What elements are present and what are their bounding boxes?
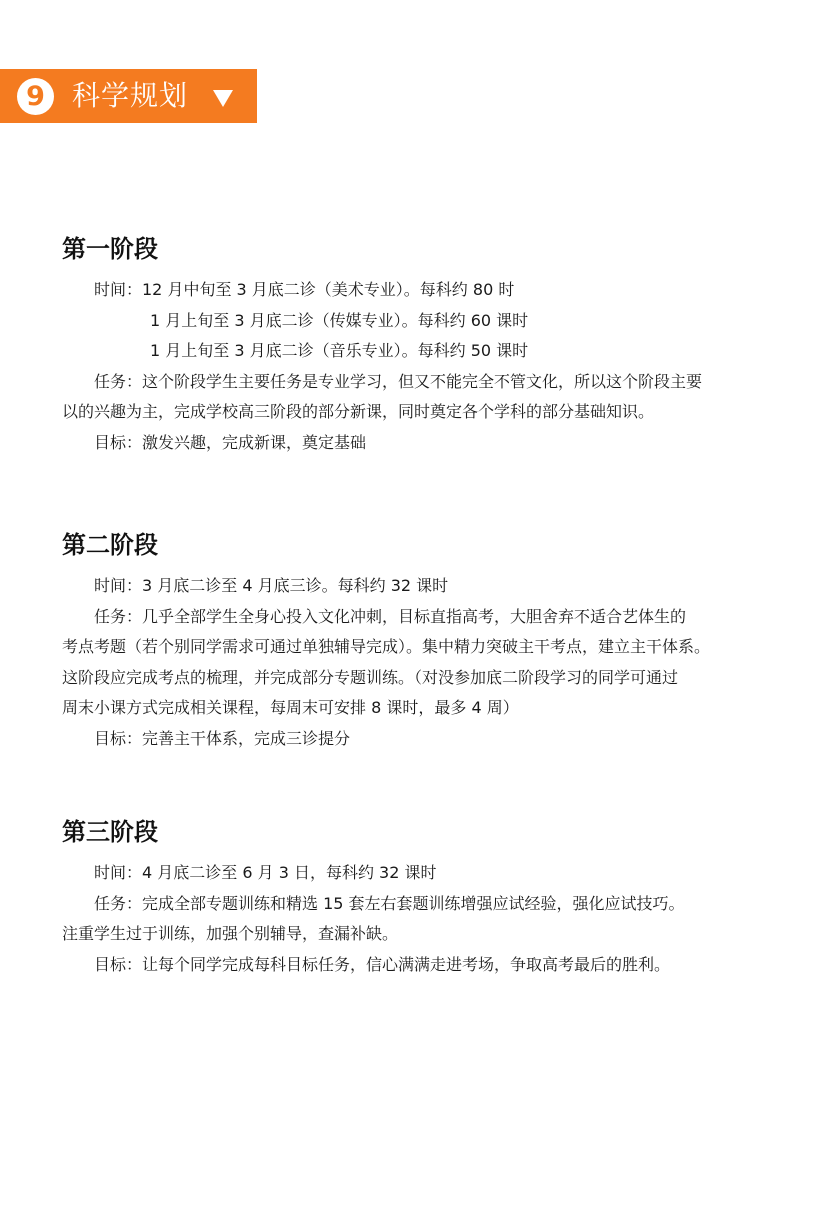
stage-1-section — [62, 233, 782, 458]
stage-2-heading: 第二阶段 — [62, 531, 158, 559]
stage-3-task: 任务：完成全部专题训练和精选 15 套左右套题训练增强应试经验，强化应试技巧。 — [94, 893, 685, 913]
stage-1-goal: 目标：激发兴趣，完成新课，奠定基础 — [94, 432, 367, 452]
triangle-down-icon — [213, 90, 233, 107]
stage-1-heading: 第一阶段 — [62, 235, 158, 263]
stage-2-time: 时间：3 月底二诊至 4 月底三诊。每科约 32 课时 — [94, 576, 449, 595]
stage-3-heading: 第三阶段 — [62, 818, 158, 846]
stage-1-time: 时间：12 月中旬至 3 月底二诊（美术专业）。每科约 80 时 — [94, 280, 515, 299]
stage-2-task: 任务：几乎全部学生全身心投入文化冲刺，目标直指高考，大胆舍弃不适合艺体生的 — [94, 606, 687, 626]
section-number-badge: 9 — [17, 78, 54, 115]
stage-2-task-cont-1: 考点考题（若个别同学需求可通过单独辅导完成）。集中精力突破主干考点，建立主干体系。 — [62, 637, 711, 656]
stage-3-section — [62, 816, 782, 980]
stage-3-goal: 目标：让每个同学完成每科目标任务，信心满满走进考场，争取高考最后的胜利。 — [94, 954, 671, 974]
stage-2-section — [62, 529, 782, 754]
section-banner — [0, 69, 257, 123]
stage-1-task: 任务：这个阶段学生主要任务是专业学习，但又不能完全不管文化，所以这个阶段主要 — [94, 371, 703, 391]
stage-1-time-music: 1 月上旬至 3 月底二诊（音乐专业）。每科约 50 课时 — [150, 341, 529, 360]
stage-1-time-media: 1 月上旬至 3 月底二诊（传媒专业）。每科约 60 课时 — [150, 310, 529, 330]
stage-3-time: 时间：4 月底二诊至 6 月 3 日，每科约 32 课时 — [94, 863, 437, 882]
stage-2-task-cont-3: 周末小课方式完成相关课程，每周末可安排 8 课时，最多 4 周） — [62, 698, 519, 717]
stage-2-goal: 目标：完善主干体系，完成三诊提分 — [94, 728, 351, 748]
stage-1-task-cont: 以的兴趣为主，完成学校高三阶段的部分新课，同时奠定各个学科的部分基础知识。 — [62, 402, 655, 421]
stage-2-task-cont-2: 这阶段应完成考点的梳理，并完成部分专题训练。（对没参加底二阶段学习的同学可通过 — [62, 667, 679, 687]
stage-3-task-cont: 注重学生过于训练，加强个别辅导，查漏补缺。 — [62, 924, 399, 943]
banner-title: 科学规划 — [72, 79, 189, 112]
